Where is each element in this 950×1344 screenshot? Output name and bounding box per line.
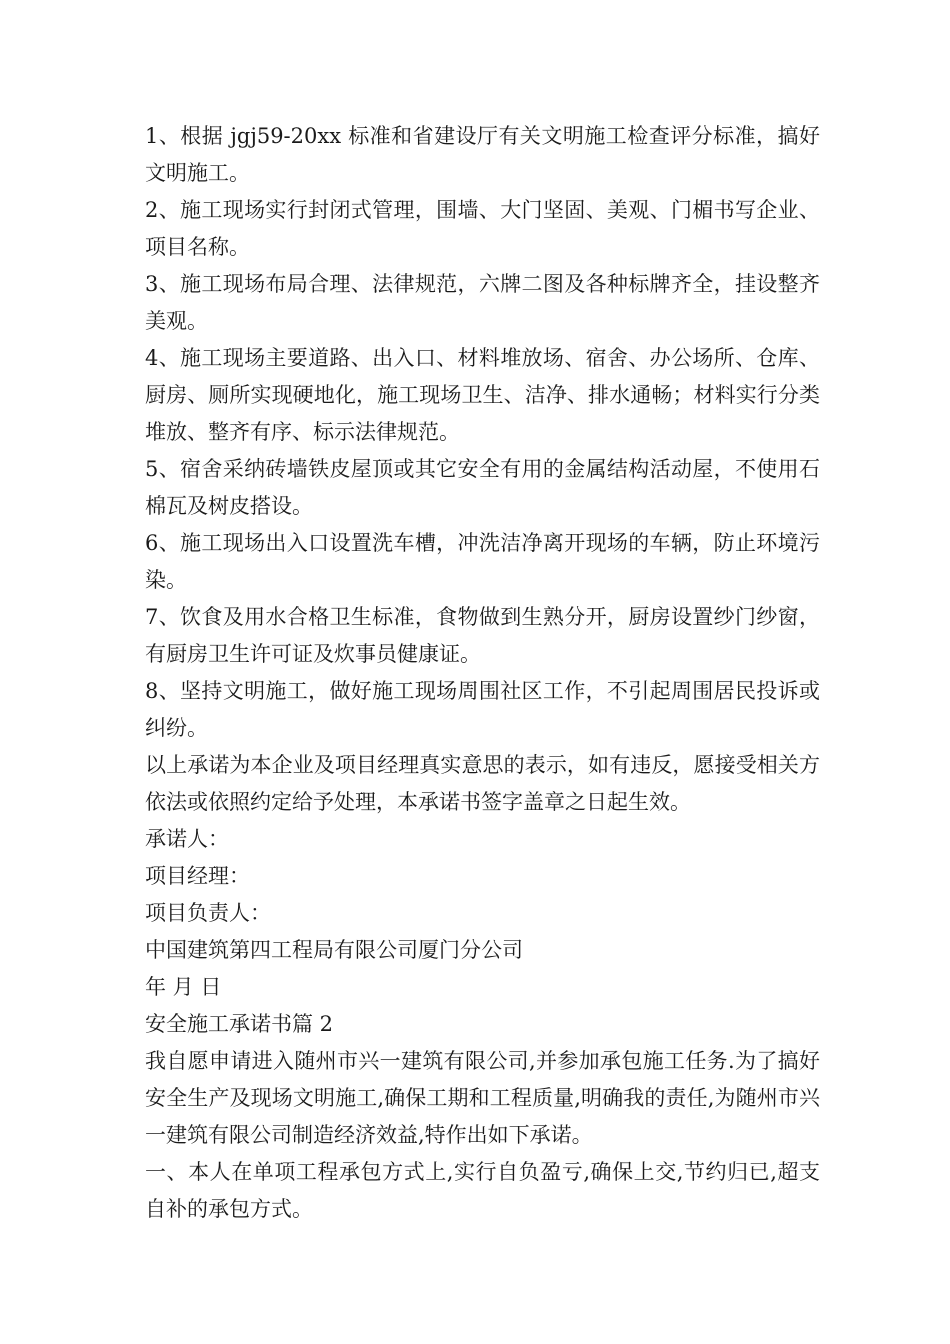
paragraph-commitment-8: 8、坚持文明施工，做好施工现场周围社区工作，不引起周围居民投诉或纠纷。 (145, 679, 820, 740)
paragraph-commitment-4: 4、施工现场主要道路、出入口、材料堆放场、宿舍、办公场所、仓库、厨房、厕所实现硬地化，施工现场卫生、洁净、排水通畅；材料实行分类堆放、整齐有序、标示法律规范。 (145, 346, 820, 444)
paragraph-item-1: 一、本人在单项工程承包方式上,实行自负盈亏,确保上交,节约归已,超支自补的承包方式。 (145, 1160, 820, 1221)
paragraph-commitment-1: 1、根据 jgj59-20xx 标准和省建设厅有关文明施工检查评分标准，搞好文明施工。 (145, 124, 820, 185)
paragraph-declaration: 以上承诺为本企业及项目经理真实意思的表示，如有违反，愿接受相关方依法或依照约定给予处理，本承诺书签字盖章之日起生效。 (145, 753, 820, 814)
paragraph-commitment-5: 5、宿舍采纳砖墙铁皮屋顶或其它安全有用的金属结构活动屋，不使用石棉瓦及树皮搭设。 (145, 457, 820, 518)
paragraph-commitment-6: 6、施工现场出入口设置洗车槽，冲洗洁净离开现场的车辆，防止环境污染。 (145, 531, 820, 592)
paragraph-commitment-7: 7、饮食及用水合格卫生标准，食物做到生熟分开，厨房设置纱门纱窗，有厨房卫生许可证及炊事员健康证。 (145, 605, 820, 666)
paragraph-commitment-2: 2、施工现场实行封闭式管理，围墙、大门坚固、美观、门楣书写企业、项目名称。 (145, 198, 820, 259)
section-title: 安全施工承诺书篇 2 (145, 1012, 334, 1036)
paragraph-commitment-3: 3、施工现场布局合理、法律规范，六牌二图及各种标牌齐全，挂设整齐美观。 (145, 272, 820, 333)
date-line: 年 月 日 (145, 975, 222, 999)
company-name: 中国建筑第四工程局有限公司厦门分公司 (145, 938, 523, 962)
signature-project-lead: 项目负责人： (145, 901, 271, 925)
signature-promisor: 承诺人： (145, 827, 229, 851)
paragraph-intro: 我自愿申请进入随州市兴一建筑有限公司,并参加承包施工任务.为了搞好安全生产及现场文明施工,确保工期和工程质量,明确我的责任,为随州市兴一建筑有限公司制造经济效益,特作出如下承诺。 (145, 1049, 820, 1147)
document-body (145, 118, 820, 1228)
signature-project-manager: 项目经理： (145, 864, 250, 888)
